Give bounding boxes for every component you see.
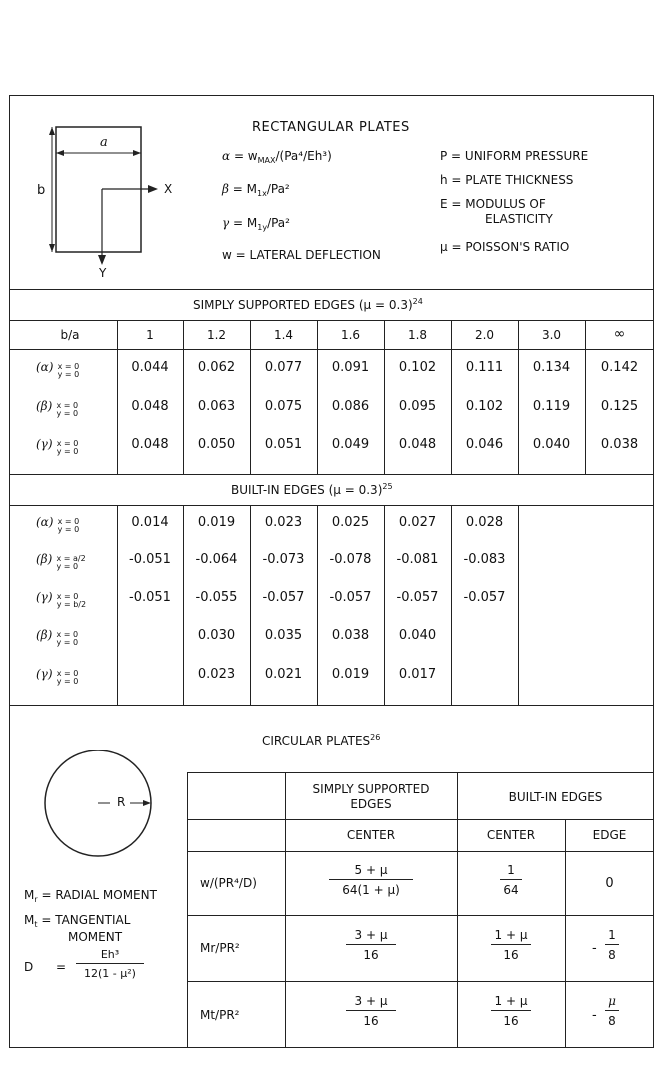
def-modulus: E = MODULUS OF xyxy=(440,197,546,211)
simply-title: SIMPLY SUPPORTED EDGES (μ = 0.3)$^{24}$ xyxy=(193,297,423,312)
def-w: w = LATERAL DEFLECTION xyxy=(222,248,381,262)
builtin-cell: -0.057 xyxy=(396,590,439,605)
legend-mt: Mt = TANGENTIAL xyxy=(24,913,131,929)
builtin-cell: 0.017 xyxy=(398,667,437,682)
builtin-row-label: (γ) x = 0 y = 0 xyxy=(36,667,79,686)
simply-row-label: (α) x = 0 y = 0 xyxy=(36,360,80,379)
simply-cell: 0.142 xyxy=(600,360,639,375)
legend-mt-moment: MOMENT xyxy=(68,930,123,944)
def-thickness: h = PLATE THICKNESS xyxy=(440,173,574,187)
simply-cell: 0.050 xyxy=(197,437,236,452)
simply-cell: 0.038 xyxy=(600,437,639,452)
simply-cell: 0.077 xyxy=(264,360,303,375)
row-label-mr: Mr/PR² xyxy=(200,941,240,955)
builtin-cell: 0.030 xyxy=(197,628,236,643)
fraction-edge-mr: 1 8 xyxy=(600,928,624,962)
simply-cell: 0.102 xyxy=(398,360,437,375)
builtin-cell: -0.055 xyxy=(195,590,238,605)
sub-edge: EDGE xyxy=(592,828,627,842)
sub-center-builtin: CENTER xyxy=(486,828,536,842)
legend-d-fraction: Eh³ 12(1 - μ²) xyxy=(74,948,146,980)
table-line xyxy=(457,772,458,1048)
builtin-title: BUILT-IN EDGES (μ = 0.3)$^{25}$ xyxy=(231,482,393,497)
legend-d-eq: = xyxy=(56,960,67,974)
fraction-builtin-mt: 1 + μ 16 xyxy=(481,994,541,1028)
col-builtin-header: BUILT-IN EDGES xyxy=(508,790,603,804)
fraction-simply-w: 5 + μ 64(1 + μ) xyxy=(316,863,426,897)
simply-row-label: (γ) x = 0 y = 0 xyxy=(36,437,79,456)
simply-cell: 0.046 xyxy=(465,437,504,452)
def-poisson: μ = POISSON'S RATIO xyxy=(440,240,570,254)
simply-cell: 0.075 xyxy=(264,399,303,414)
row-label-w: w/(PR⁴/D) xyxy=(200,876,257,890)
table-line xyxy=(285,772,286,1048)
simply-cell: 0.051 xyxy=(264,437,303,452)
builtin-cell: 0.019 xyxy=(197,515,236,530)
builtin-cell: 0.038 xyxy=(331,628,370,643)
table-line xyxy=(187,915,654,916)
fraction-builtin-mr: 1 + μ 16 xyxy=(481,928,541,962)
simply-cell: 0.134 xyxy=(532,360,571,375)
def-beta: β = M1x/Pa² xyxy=(222,182,290,198)
simply-cell: 0.044 xyxy=(131,360,169,375)
diagram-label-x: X xyxy=(164,182,173,196)
edge-sign-mr: - xyxy=(592,941,597,956)
divider-line xyxy=(9,505,654,506)
def-gamma: γ = M1y/Pa² xyxy=(222,216,290,232)
simply-cell: 0.048 xyxy=(131,399,169,414)
col-simply-header: SIMPLY SUPPORTED EDGES xyxy=(312,782,430,811)
divider-line xyxy=(9,320,654,321)
simply-cell: 0.091 xyxy=(331,360,370,375)
builtin-cell: -0.081 xyxy=(396,552,439,567)
column-line xyxy=(518,505,519,705)
divider-line xyxy=(9,705,654,706)
builtin-cell: 0.023 xyxy=(197,667,236,682)
builtin-cell: -0.078 xyxy=(329,552,372,567)
builtin-row-label: (β) x = a/2 y = 0 xyxy=(36,552,86,571)
fraction-simply-mt: 3 + μ 16 xyxy=(331,994,411,1028)
builtin-cell: -0.051 xyxy=(129,552,171,567)
diagram-label-a: a xyxy=(100,135,108,150)
simply-cell: 0.063 xyxy=(197,399,236,414)
header-2-0: 2.0 xyxy=(474,328,495,342)
builtin-row-label: (β) x = 0 y = 0 xyxy=(36,628,79,647)
header-b-a: b/a xyxy=(60,328,80,342)
row-label-mt: Mt/PR² xyxy=(200,1008,240,1022)
builtin-cell: -0.073 xyxy=(262,552,305,567)
builtin-cell: -0.083 xyxy=(463,552,506,567)
def-alpha: α = wMAX/(Pa⁴/Eh³) xyxy=(222,149,332,165)
builtin-cell: 0.040 xyxy=(398,628,437,643)
legend-d: D xyxy=(24,960,34,974)
fraction-simply-mr: 3 + μ 16 xyxy=(331,928,411,962)
fraction-edge-mt: μ 8 xyxy=(600,994,624,1028)
column-line xyxy=(451,505,452,705)
builtin-cell: 0.035 xyxy=(264,628,303,643)
header-1-2: 1.2 xyxy=(206,328,227,342)
table-line xyxy=(187,772,188,1048)
header-1-4: 1.4 xyxy=(273,328,294,342)
table-line xyxy=(565,819,566,1048)
simply-cell: 0.086 xyxy=(331,399,370,414)
radius-label: R xyxy=(117,795,126,809)
def-pressure: P = UNIFORM PRESSURE xyxy=(440,149,589,163)
fraction-builtin-w: 1 64 xyxy=(481,863,541,897)
simply-cell: 0.049 xyxy=(331,437,370,452)
simply-cell: 0.062 xyxy=(197,360,236,375)
edge-sign-mt: - xyxy=(592,1008,597,1023)
table-line xyxy=(187,819,654,820)
rectangle-plate-diagram xyxy=(30,115,190,285)
builtin-cell: 0.021 xyxy=(264,667,303,682)
header-infinity: ∞ xyxy=(613,326,626,342)
simply-cell: 0.102 xyxy=(465,399,504,414)
builtin-cell: 0.025 xyxy=(331,515,370,530)
divider-line xyxy=(9,289,654,290)
simply-cell: 0.119 xyxy=(532,399,571,414)
simply-row-label: (β) x = 0 y = 0 xyxy=(36,399,79,418)
header-3-0: 3.0 xyxy=(541,328,562,342)
circ-title: CIRCULAR PLATES$^{26}$ xyxy=(262,733,381,748)
diagram-label-y: Y xyxy=(99,266,107,280)
builtin-cell: 0.023 xyxy=(264,515,303,530)
builtin-cell: 0.014 xyxy=(131,515,169,530)
edge-value-w: 0 xyxy=(605,876,614,891)
column-line xyxy=(117,505,118,705)
sub-center-simply: CENTER xyxy=(346,828,396,842)
header-1: 1 xyxy=(146,328,154,342)
builtin-cell: -0.057 xyxy=(329,590,372,605)
builtin-cell: 0.028 xyxy=(465,515,504,530)
builtin-cell: 0.019 xyxy=(331,667,370,682)
rect-title: RECTANGULAR PLATES xyxy=(252,120,410,135)
builtin-cell: 0.027 xyxy=(398,515,437,530)
simply-cell: 0.040 xyxy=(532,437,571,452)
builtin-row-label: (α) x = 0 y = 0 xyxy=(36,515,80,534)
builtin-cell: -0.057 xyxy=(262,590,305,605)
divider-line xyxy=(9,349,654,350)
diagram-label-b: b xyxy=(37,183,46,198)
simply-cell: 0.125 xyxy=(600,399,639,414)
simply-cell: 0.048 xyxy=(131,437,169,452)
def-elasticity: ELASTICITY xyxy=(485,212,553,226)
divider-line xyxy=(9,474,654,475)
header-1-6: 1.6 xyxy=(340,328,361,342)
table-line xyxy=(187,772,654,773)
legend-mr: Mr = RADIAL MOMENT xyxy=(24,888,157,904)
builtin-cell: -0.064 xyxy=(195,552,238,567)
simply-cell: 0.111 xyxy=(465,360,504,375)
header-1-8: 1.8 xyxy=(407,328,428,342)
simply-cell: 0.048 xyxy=(398,437,437,452)
builtin-cell: -0.051 xyxy=(129,590,171,605)
builtin-row-label: (γ) x = 0 y = b/2 xyxy=(36,590,87,609)
circular-plate-diagram xyxy=(40,750,160,860)
simply-cell: 0.095 xyxy=(398,399,437,414)
builtin-cell: -0.057 xyxy=(463,590,506,605)
table-line xyxy=(187,851,654,852)
table-line xyxy=(187,981,654,982)
